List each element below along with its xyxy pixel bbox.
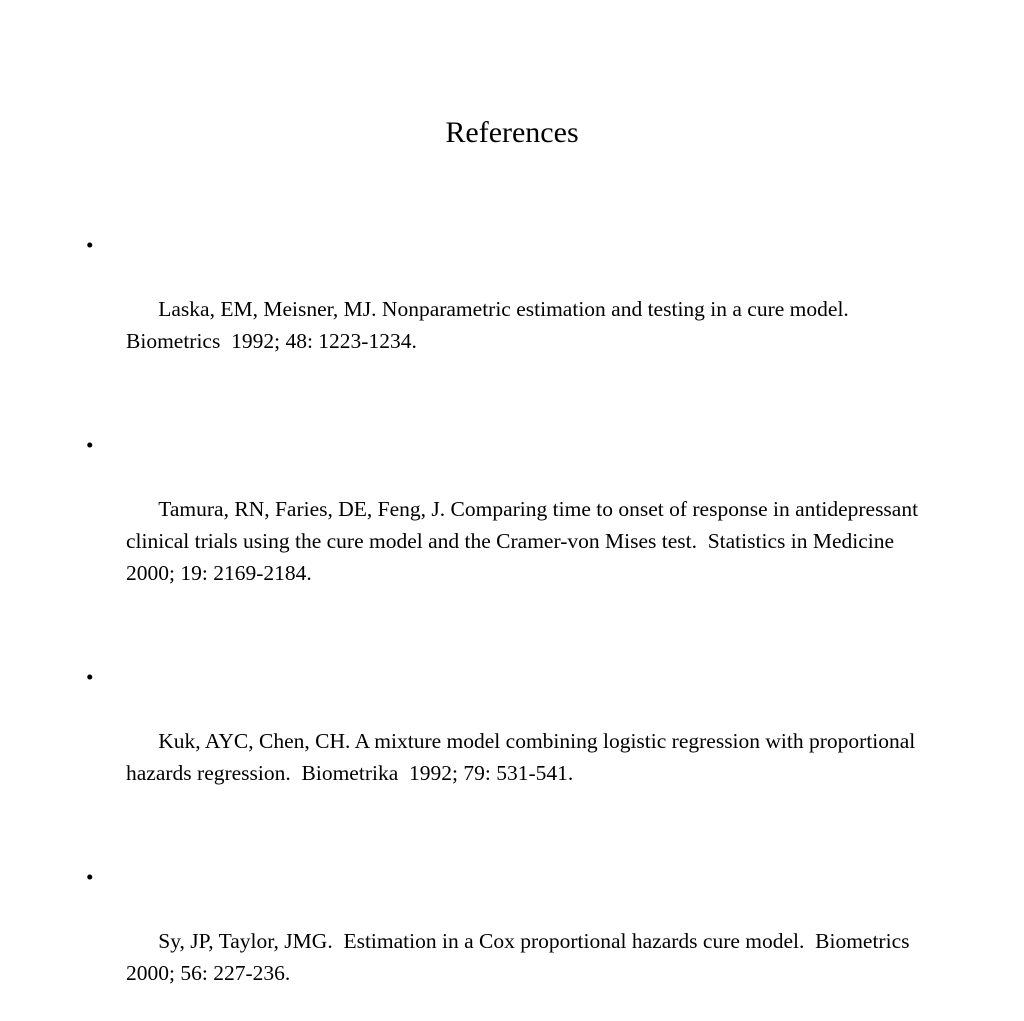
reference-item (86, 429, 936, 621)
reference-item (86, 861, 936, 1021)
slide-title: References (445, 116, 579, 149)
reference-text: Sy, JP, Taylor, JMG. Estimation in a Cox proportional hazards cure model. Biometrics 2000; 56: 227-236. (126, 929, 921, 985)
reference-text: Laska, EM, Meisner, MJ. Nonparametric estimation and testing in a cure model. Biometrics 1992; 48: 1223-1234. (126, 297, 860, 353)
reference-item (86, 229, 936, 389)
reference-item (86, 661, 936, 821)
reference-text: Tamura, RN, Faries, DE, Feng, J. Comparing time to onset of response in antidepressant clinical trials using the cure model and the Cramer-von Mises test. Statistics in Medicine 2000; 19: 2169-2184. (126, 497, 924, 585)
reference-text: Kuk, AYC, Chen, CH. A mixture model combining logistic regression with proportional hazards regression. Biometrika 1992; 79: 531-541. (126, 729, 921, 785)
bullet-icon: • (86, 233, 94, 257)
bullet-icon: • (86, 433, 94, 457)
reference-list (86, 229, 936, 1021)
bullet-icon: • (86, 665, 94, 689)
bullet-icon: • (86, 865, 94, 889)
